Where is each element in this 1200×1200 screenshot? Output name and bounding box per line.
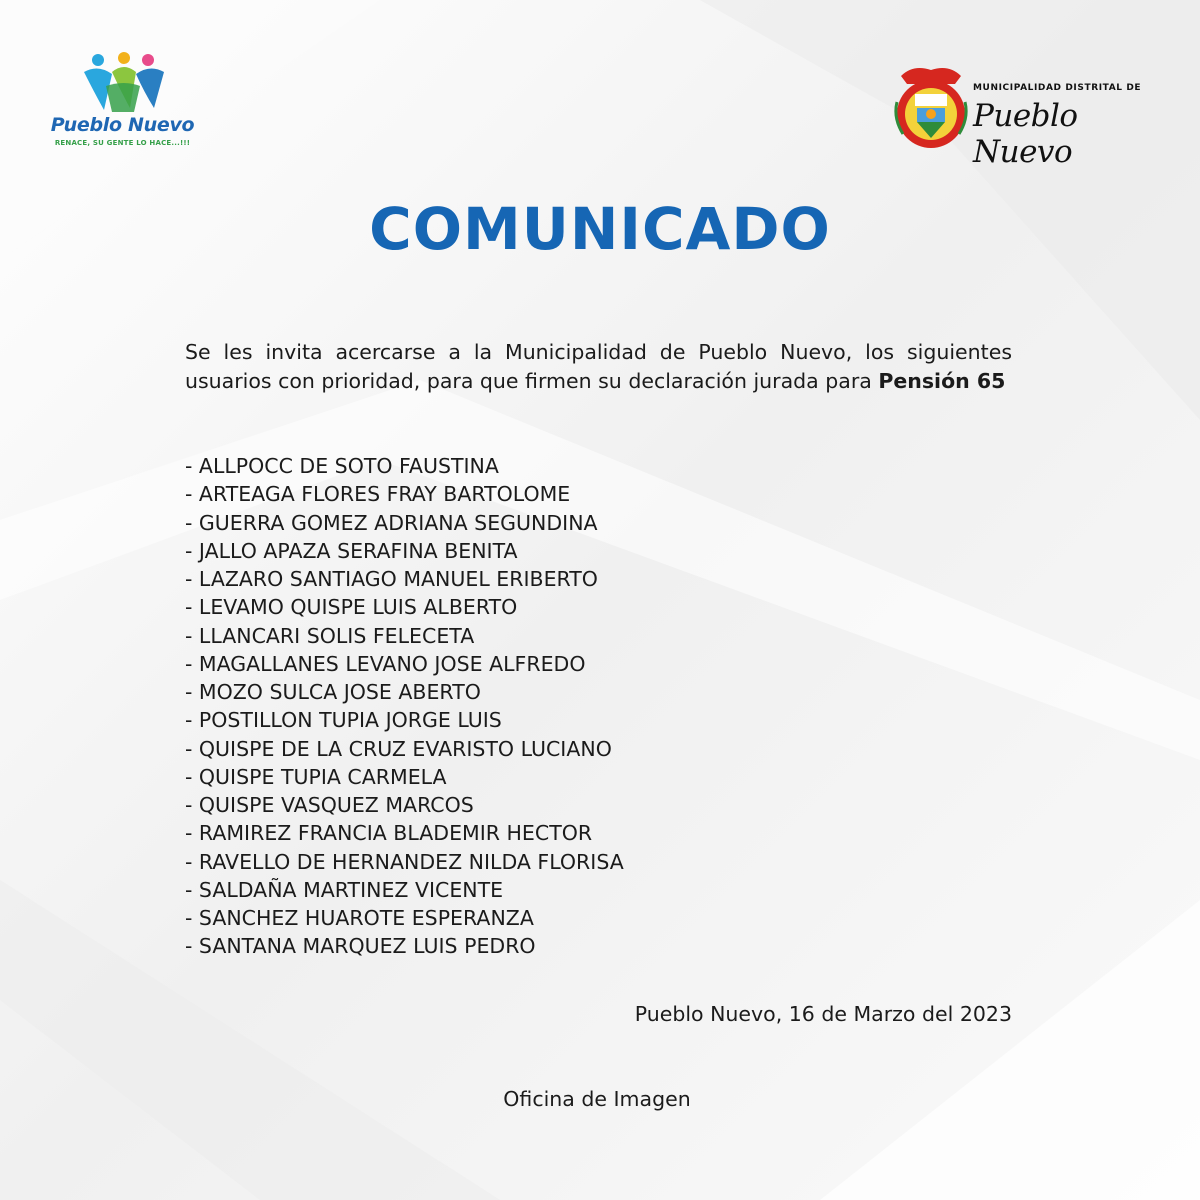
list-item: - LLANCARI SOLIS FELECETA xyxy=(185,622,885,650)
list-item: - SANCHEZ HUAROTE ESPERANZA xyxy=(185,904,885,932)
brand-slogan: RENACE, SU GENTE LO HACE...!!! xyxy=(54,139,191,147)
list-item: - LAZARO SANTIAGO MANUEL ERIBERTO xyxy=(185,565,885,593)
list-item: - GUERRA GOMEZ ADRIANA SEGUNDINA xyxy=(185,509,885,537)
list-item: - ALLPOCC DE SOTO FAUSTINA xyxy=(185,452,885,480)
page-title: COMUNICADO xyxy=(369,195,831,263)
list-item: - MOZO SULCA JOSE ABERTO xyxy=(185,678,885,706)
list-item: - ARTEAGA FLORES FRAY BARTOLOME xyxy=(185,480,885,508)
municipality-logo xyxy=(893,62,1158,170)
beneficiary-list xyxy=(185,452,885,961)
municipality-label: MUNICIPALIDAD DISTRITAL DE xyxy=(973,83,1142,93)
people-figures-icon xyxy=(78,52,168,114)
list-item: - QUISPE TUPIA CARMELA xyxy=(185,763,885,791)
list-item: - POSTILLON TUPIA JORGE LUIS xyxy=(185,706,885,734)
list-item: - SALDAÑA MARTINEZ VICENTE xyxy=(185,876,885,904)
list-item: - RAVELLO DE HERNANDEZ NILDA FLORISA xyxy=(185,848,885,876)
municipality-name: Pueblo Nuevo xyxy=(973,98,1078,170)
list-item: - JALLO APAZA SERAFINA BENITA xyxy=(185,537,885,565)
list-item: - MAGALLANES LEVANO JOSE ALFREDO xyxy=(185,650,885,678)
intro-text: Se les invita acercarse a la Municipalidad de Pueblo Nuevo, los siguientes usuarios con prioridad, para que firmen su declaración jurada para xyxy=(185,340,1012,393)
list-item: - RAMIREZ FRANCIA BLADEMIR HECTOR xyxy=(185,819,885,847)
pueblo-nuevo-brand-logo xyxy=(50,52,195,157)
brand-name: Pueblo Nuevo xyxy=(50,114,195,136)
list-item: - QUISPE DE LA CRUZ EVARISTO LUCIANO xyxy=(185,735,885,763)
program-name: Pensión 65 xyxy=(878,369,1006,393)
municipal-seal-icon xyxy=(893,62,969,152)
list-item: - SANTANA MARQUEZ LUIS PEDRO xyxy=(185,932,885,960)
date-line: Pueblo Nuevo, 16 de Marzo del 2023 xyxy=(634,1002,1012,1026)
list-item: - LEVAMO QUISPE LUIS ALBERTO xyxy=(185,593,885,621)
list-item: - QUISPE VASQUEZ MARCOS xyxy=(185,791,885,819)
intro-paragraph xyxy=(185,338,1012,396)
signature-office: Oficina de Imagen xyxy=(503,1087,691,1111)
